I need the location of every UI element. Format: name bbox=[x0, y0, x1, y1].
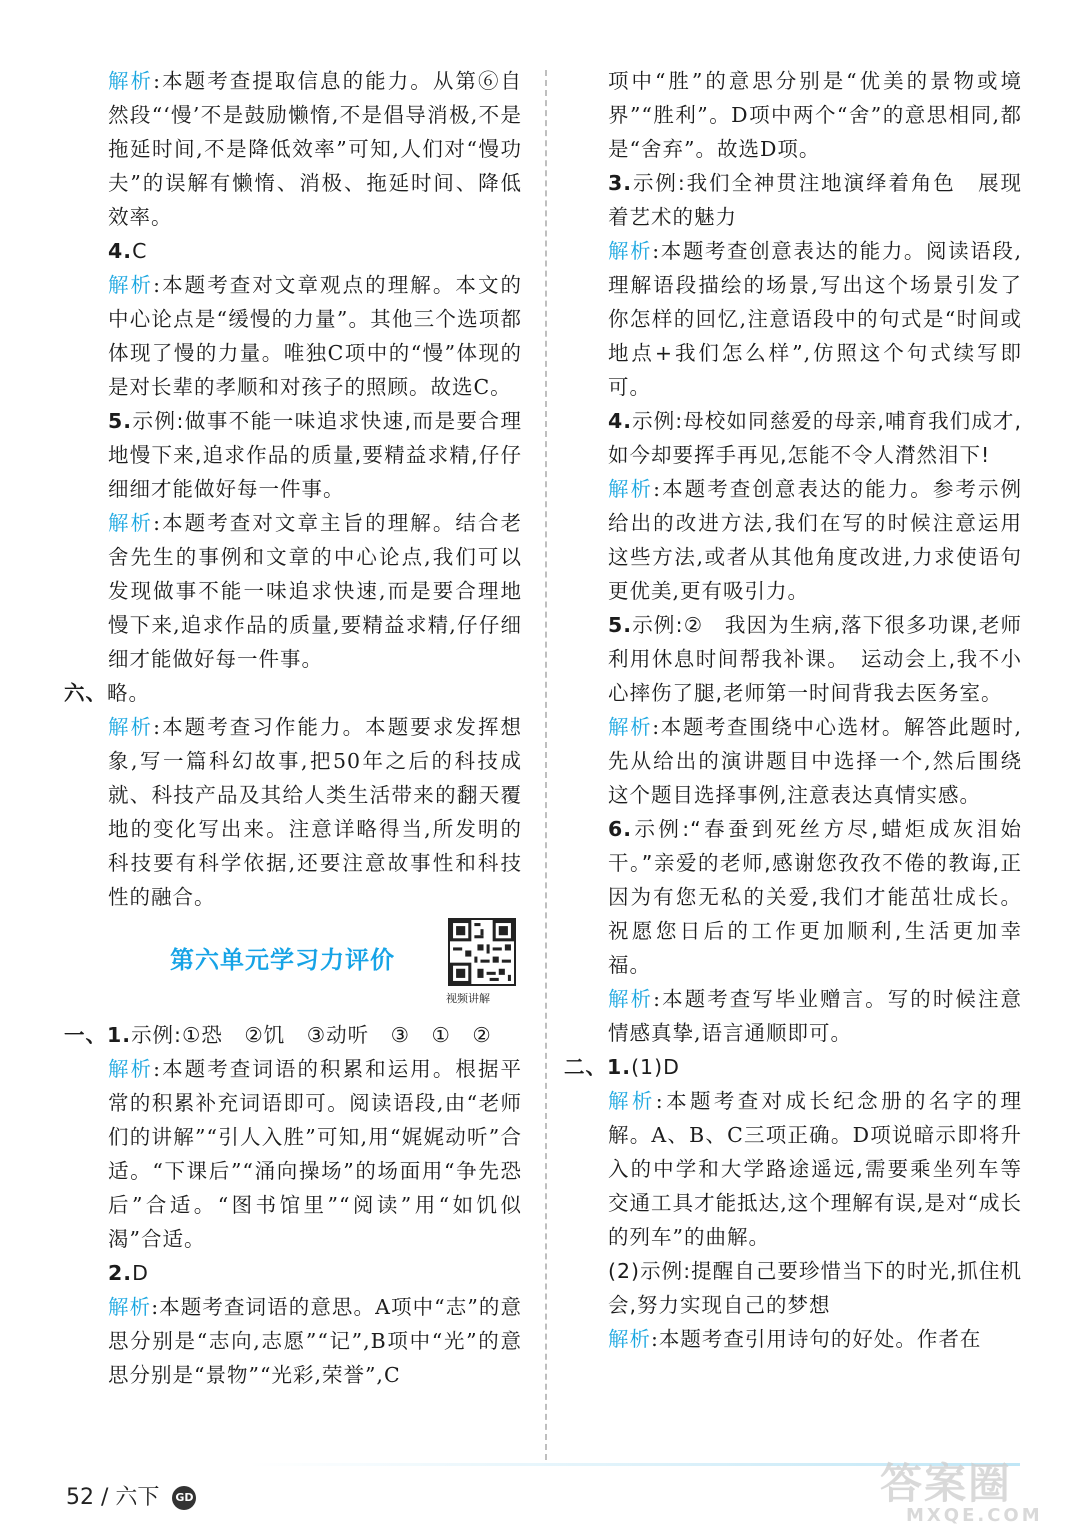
analysis-text: :本题考查引用诗句的好处。作者在 bbox=[651, 1327, 982, 1351]
analysis-tag: 解析 bbox=[608, 239, 653, 263]
analysis-tag: 解析 bbox=[608, 715, 653, 739]
grade-label: 六下 bbox=[115, 1485, 160, 1510]
analysis-text: :本题考查习作能力。本题要求发挥想象,写一篇科幻故事,把50年之后的科技成就、科技产品及其给人类生活带来的翻天覆地的变化写出来。注意详略得当,所发明的科技要有科学依据,还要注意故事性和科技性的融合。 bbox=[108, 715, 523, 909]
analysis-text: :本题考查围绕中心选材。解答此题时,先从给出的演讲题目中选择一个,然后围绕这个题目选择事例,注意表达真情实感。 bbox=[608, 715, 1022, 807]
right-column bbox=[564, 64, 1023, 1356]
analysis-text: 项中“胜”的意思分别是“优美的景物或境界”“胜利”。D项中两个“舍”的意思相同,都是“舍弃”。故选D项。 bbox=[608, 69, 1022, 161]
qr-code-icon[interactable] bbox=[448, 918, 516, 986]
footer-separator: / bbox=[101, 1485, 109, 1510]
section-item bbox=[64, 1018, 522, 1052]
answer-item bbox=[608, 404, 1022, 472]
item-number: 5. bbox=[608, 613, 633, 637]
analysis-tag: 解析 bbox=[608, 1089, 656, 1113]
analysis-tag: 解析 bbox=[608, 477, 654, 501]
analysis-paragraph bbox=[608, 982, 1022, 1050]
answer-item bbox=[608, 1254, 1022, 1322]
analysis-tag: 解析 bbox=[108, 715, 154, 739]
item-number: 1. bbox=[607, 1055, 632, 1079]
analysis-text: :本题考查对文章主旨的理解。结合老舍先生的事例和文章的中心论点,我们可以发现做事不能一味追求快速,而是要合理地慢下来,追求作品的质量,要精益求精,仔仔细细才能做好每一件事。 bbox=[108, 511, 523, 671]
analysis-text: :本题考查创意表达的能力。参考示例给出的改进方法,我们在写的时候注意运用这些方法,或者从其他角度改进,力求使语句更优美,更有吸引力。 bbox=[608, 477, 1023, 603]
analysis-tag: 解析 bbox=[608, 1327, 651, 1351]
item-number: 5. bbox=[108, 409, 133, 433]
analysis-paragraph bbox=[108, 268, 522, 404]
answer-text: 示例:“春蚕到死丝方尽,蜡炬成灰泪始干。”亲爱的老师,感谢您孜孜不倦的教诲,正因为有您无私的关爱,我们才能茁壮成长。祝愿您日后的工作更加顺利,生活更加幸福。 bbox=[608, 817, 1022, 977]
analysis-text: :本题考查词语的积累和运用。根据平常的积累补充词语即可。阅读语段,由“老师们的讲解”“引人入胜”可知,用“娓娓动听”合适。“下课后”“涌向操场”的场面用“争先恐后”合适。“图书馆里”“阅读”用“如饥似渴”合适。 bbox=[108, 1057, 523, 1251]
item-number: 6. bbox=[608, 817, 633, 841]
analysis-tag: 解析 bbox=[108, 1295, 152, 1319]
analysis-paragraph bbox=[108, 506, 522, 676]
analysis-paragraph bbox=[108, 1052, 522, 1256]
section-number: 一、 bbox=[64, 1023, 107, 1047]
answer-item bbox=[608, 608, 1022, 710]
analysis-paragraph bbox=[108, 64, 522, 234]
answer-text: 示例:② 我因为生病,落下很多功课,老师利用休息时间帮我补课。 运动会上,我不小心摔伤了腿,老师第一时间背我去医务室。 bbox=[608, 613, 1022, 705]
analysis-text: :本题考查对文章观点的理解。本文的中心论点是“缓慢的力量”。其他三个选项都体现了慢的力量。唯独C项中的“慢”体现的是对长辈的孝顺和对孩子的照顾。故选C。 bbox=[108, 273, 523, 399]
answer-item bbox=[608, 812, 1022, 982]
item-number: 4. bbox=[108, 239, 133, 263]
section-item bbox=[64, 676, 522, 710]
column-divider bbox=[545, 70, 547, 1460]
analysis-tag: 解析 bbox=[608, 987, 654, 1011]
answer-text: C bbox=[132, 239, 148, 263]
item-number: 4. bbox=[608, 409, 633, 433]
analysis-paragraph bbox=[108, 710, 522, 914]
analysis-text: :本题考查词语的意思。A项中“志”的意思分别是“志向,志愿”“记”,B项中“光”的意思分别是“景物”“光彩,荣誉”,C bbox=[108, 1295, 523, 1387]
section-title: 第六单元学习力评价 bbox=[170, 946, 395, 974]
section-number: 二、 bbox=[564, 1055, 607, 1079]
left-column bbox=[64, 64, 523, 1392]
analysis-paragraph bbox=[608, 710, 1022, 812]
analysis-tag: 解析 bbox=[108, 1057, 154, 1081]
page-number: 52 bbox=[66, 1485, 94, 1510]
answer-item bbox=[108, 234, 522, 268]
answer-item bbox=[108, 404, 522, 506]
answer-item bbox=[608, 166, 1022, 234]
analysis-paragraph bbox=[608, 234, 1022, 404]
analysis-text: :本题考查提取信息的能力。从第⑥自然段“‘慢’不是鼓励懒惰,不是倡导消极,不是拖延时间,不是降低效率”可知,人们对“慢功夫”的误解有懒惰、消极、拖延时间、降低效率。 bbox=[108, 69, 523, 229]
analysis-text: :本题考查对成长纪念册的名字的理解。A、B、C三项正确。D项说暗示即将升入的中学和大学路途遥远,需要乘坐列车等交通工具才能抵达,这个理解有误,是对“成长的列车”的曲解。 bbox=[608, 1089, 1023, 1249]
analysis-paragraph bbox=[608, 1084, 1022, 1254]
answer-text: 示例:母校如同慈爱的母亲,哺育我们成才,如今却要挥手再见,怎能不令人潸然泪下! bbox=[608, 409, 1022, 467]
unit-heading bbox=[108, 920, 522, 1016]
section-number: 六、 bbox=[64, 681, 107, 705]
item-number: 3. bbox=[608, 171, 633, 195]
watermark-title: 答案圈 bbox=[880, 1459, 1013, 1508]
answer-item bbox=[108, 1256, 522, 1290]
page-footer bbox=[66, 1480, 196, 1511]
qr-code-graphic bbox=[450, 920, 514, 984]
analysis-text: :本题考查创意表达的能力。阅读语段,理解语段描绘的场景,写出这个场景引发了你怎样的回忆,注意语段中的句式是“时间或地点+我们怎么样”,仿照这个句式续写即可。 bbox=[608, 239, 1022, 399]
edition-badge-icon: GD bbox=[172, 1486, 196, 1510]
analysis-paragraph bbox=[108, 1290, 522, 1392]
answer-text: 略。 bbox=[107, 681, 150, 705]
analysis-tag: 解析 bbox=[108, 511, 154, 535]
analysis-tag: 解析 bbox=[108, 69, 154, 93]
answer-text: 示例:①恐 ②饥 ③动听 ③ ① ② bbox=[131, 1023, 492, 1047]
analysis-paragraph bbox=[608, 1322, 1022, 1356]
section-item bbox=[564, 1050, 1022, 1084]
analysis-text: :本题考查写毕业赠言。写的时候注意情感真挚,语言通顺即可。 bbox=[608, 987, 1023, 1045]
analysis-paragraph bbox=[608, 472, 1022, 608]
answer-text: 示例:做事不能一味追求快速,而是要合理地慢下来,追求作品的质量,要精益求精,仔仔细细才能做好每一件事。 bbox=[108, 409, 522, 501]
watermark bbox=[880, 1459, 1060, 1532]
qr-caption: 视频讲解 bbox=[446, 992, 490, 1005]
item-number: 2. bbox=[108, 1261, 133, 1285]
answer-text: D bbox=[132, 1261, 149, 1285]
answer-text: 示例:我们全神贯注地演绎着角色 展现着艺术的魅力 bbox=[608, 171, 1022, 229]
answer-text: (1)D bbox=[631, 1055, 680, 1079]
analysis-tag: 解析 bbox=[108, 273, 154, 297]
answer-text: (2)示例:提醒自己要珍惜当下的时光,抓住机会,努力实现自己的梦想 bbox=[608, 1259, 1022, 1317]
continued-paragraph bbox=[608, 64, 1022, 166]
item-number: 1. bbox=[107, 1023, 132, 1047]
watermark-url: MXQE.COM bbox=[906, 1505, 1043, 1526]
